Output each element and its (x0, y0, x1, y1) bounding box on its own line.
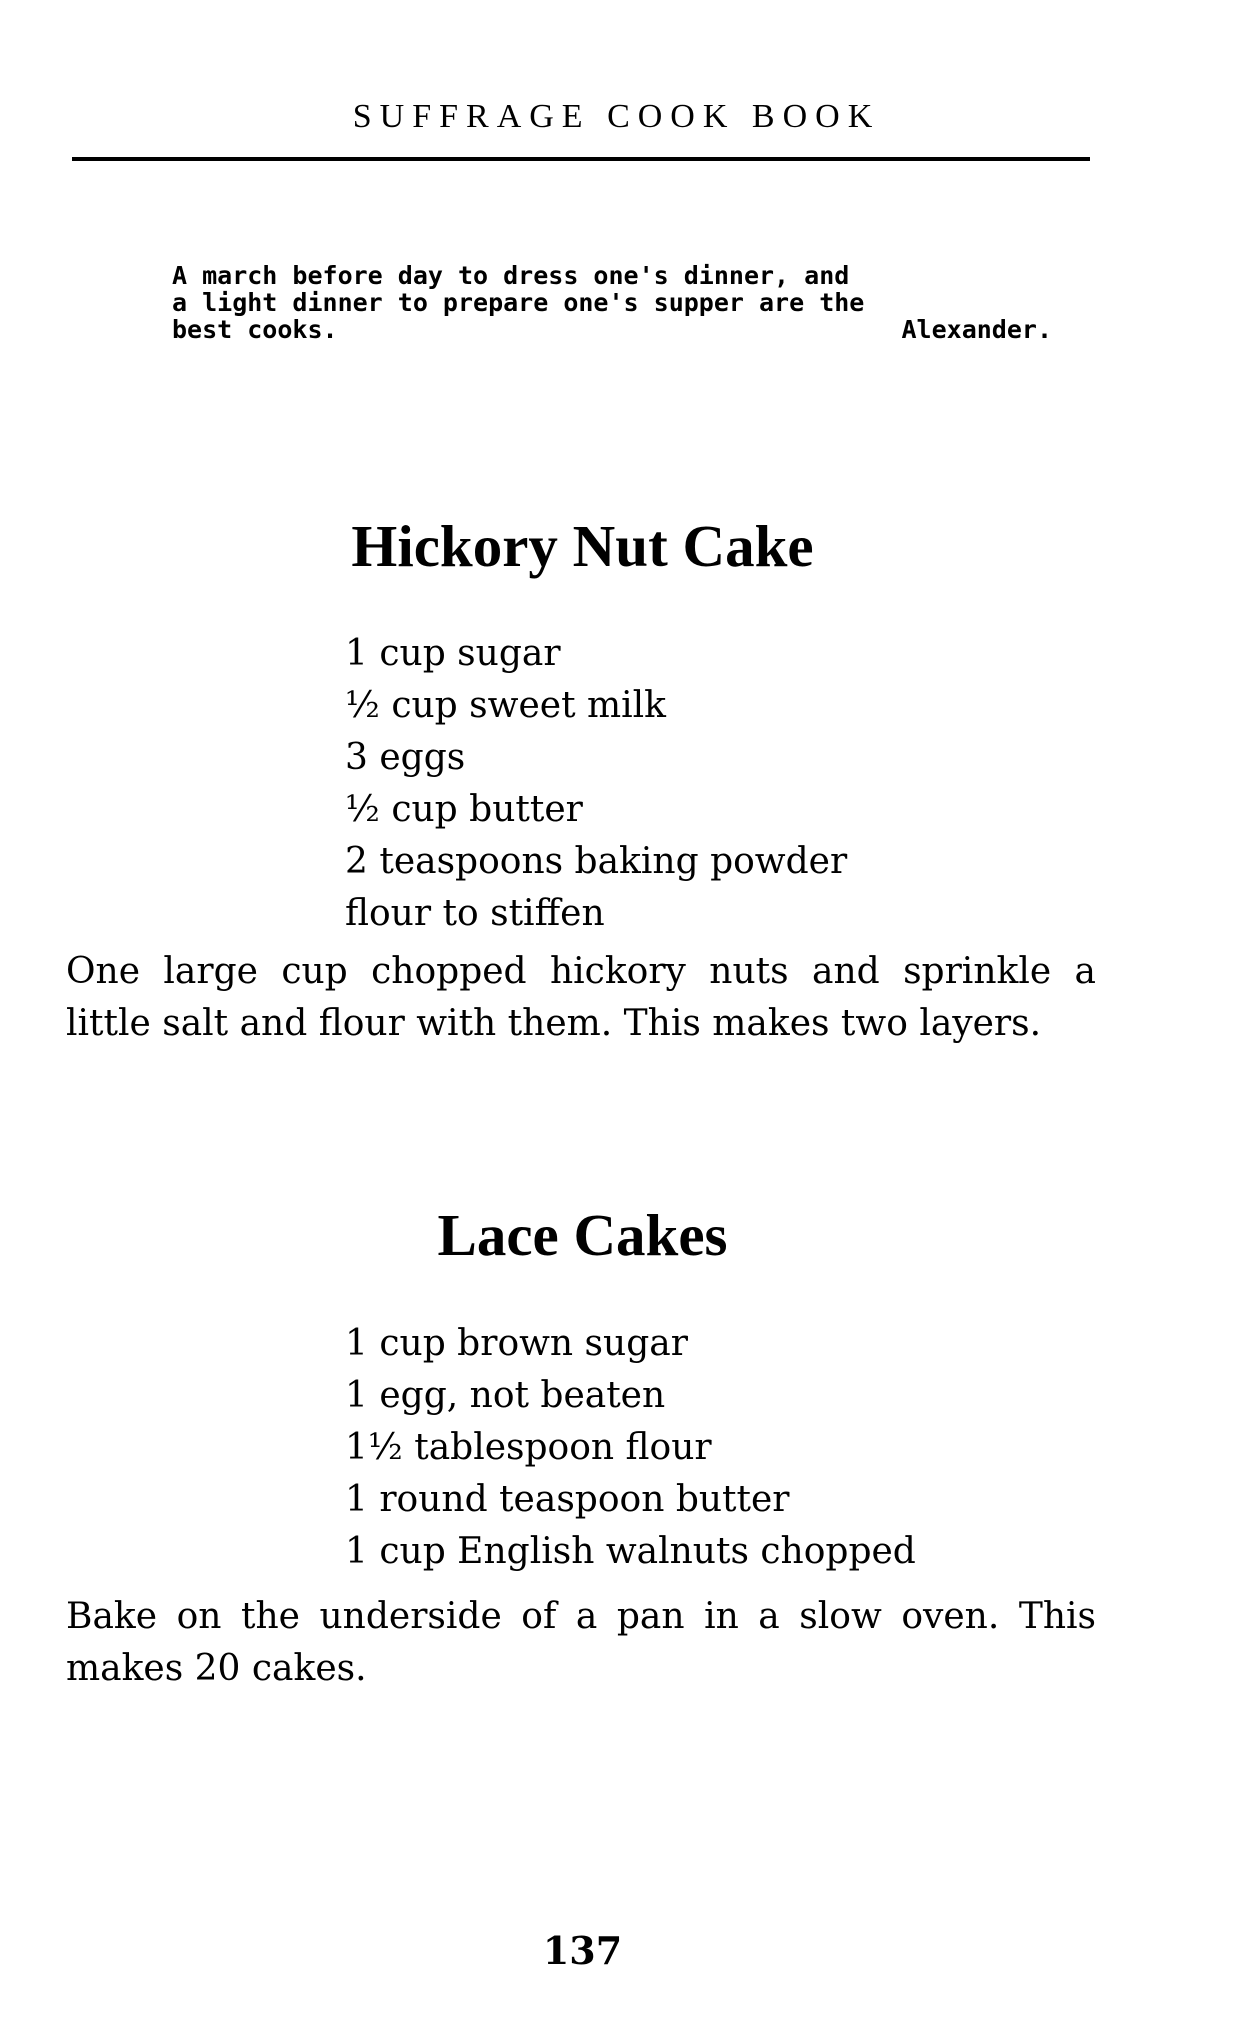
ingredient-item: 1 egg, not beaten (345, 1375, 666, 1416)
ingredient-item: flour to stiffen (345, 893, 605, 934)
ingredient-item: 1 cup English walnuts chopped (345, 1531, 916, 1572)
running-head: SUFFRAGE COOK BOOK (352, 98, 881, 135)
ingredient-item: 1 round teaspoon butter (345, 1479, 790, 1520)
epigraph (172, 262, 1052, 343)
epigraph-attribution: Alexander. (901, 315, 1052, 344)
recipe-instructions-lace-cakes: Bake on the underside of a pan in a slow oven. This makes 20 cakes. (66, 1596, 1096, 1689)
page-number: 137 (542, 1928, 623, 1973)
ingredient-item: ½ cup butter (345, 789, 583, 830)
epigraph-line: A march before day to dress one's dinner, and (172, 261, 850, 290)
ingredient-item: 2 teaspoons baking powder (345, 841, 848, 882)
ingredient-item: 1½ tablespoon flour (345, 1427, 712, 1468)
ingredient-item: ½ cup sweet milk (345, 685, 666, 726)
ingredient-list-lace-cakes (345, 1318, 916, 1578)
recipe-instructions-hickory-nut-cake: One large cup chopped hickory nuts and sprinkle a little salt and flour with them. This makes two layers. (66, 951, 1096, 1044)
header-rule (72, 157, 1090, 161)
ingredient-list-hickory-nut-cake (345, 628, 847, 940)
epigraph-line: a light dinner to prepare one's supper are the (172, 288, 865, 317)
ingredient-item: 1 cup brown sugar (345, 1323, 688, 1364)
recipe-title-lace-cakes: Lace Cakes (437, 1202, 728, 1268)
epigraph-line: best cooks. (172, 315, 338, 344)
ingredient-item: 3 eggs (345, 737, 466, 778)
recipe-title-hickory-nut-cake: Hickory Nut Cake (351, 513, 814, 579)
ingredient-item: 1 cup sugar (345, 633, 561, 674)
